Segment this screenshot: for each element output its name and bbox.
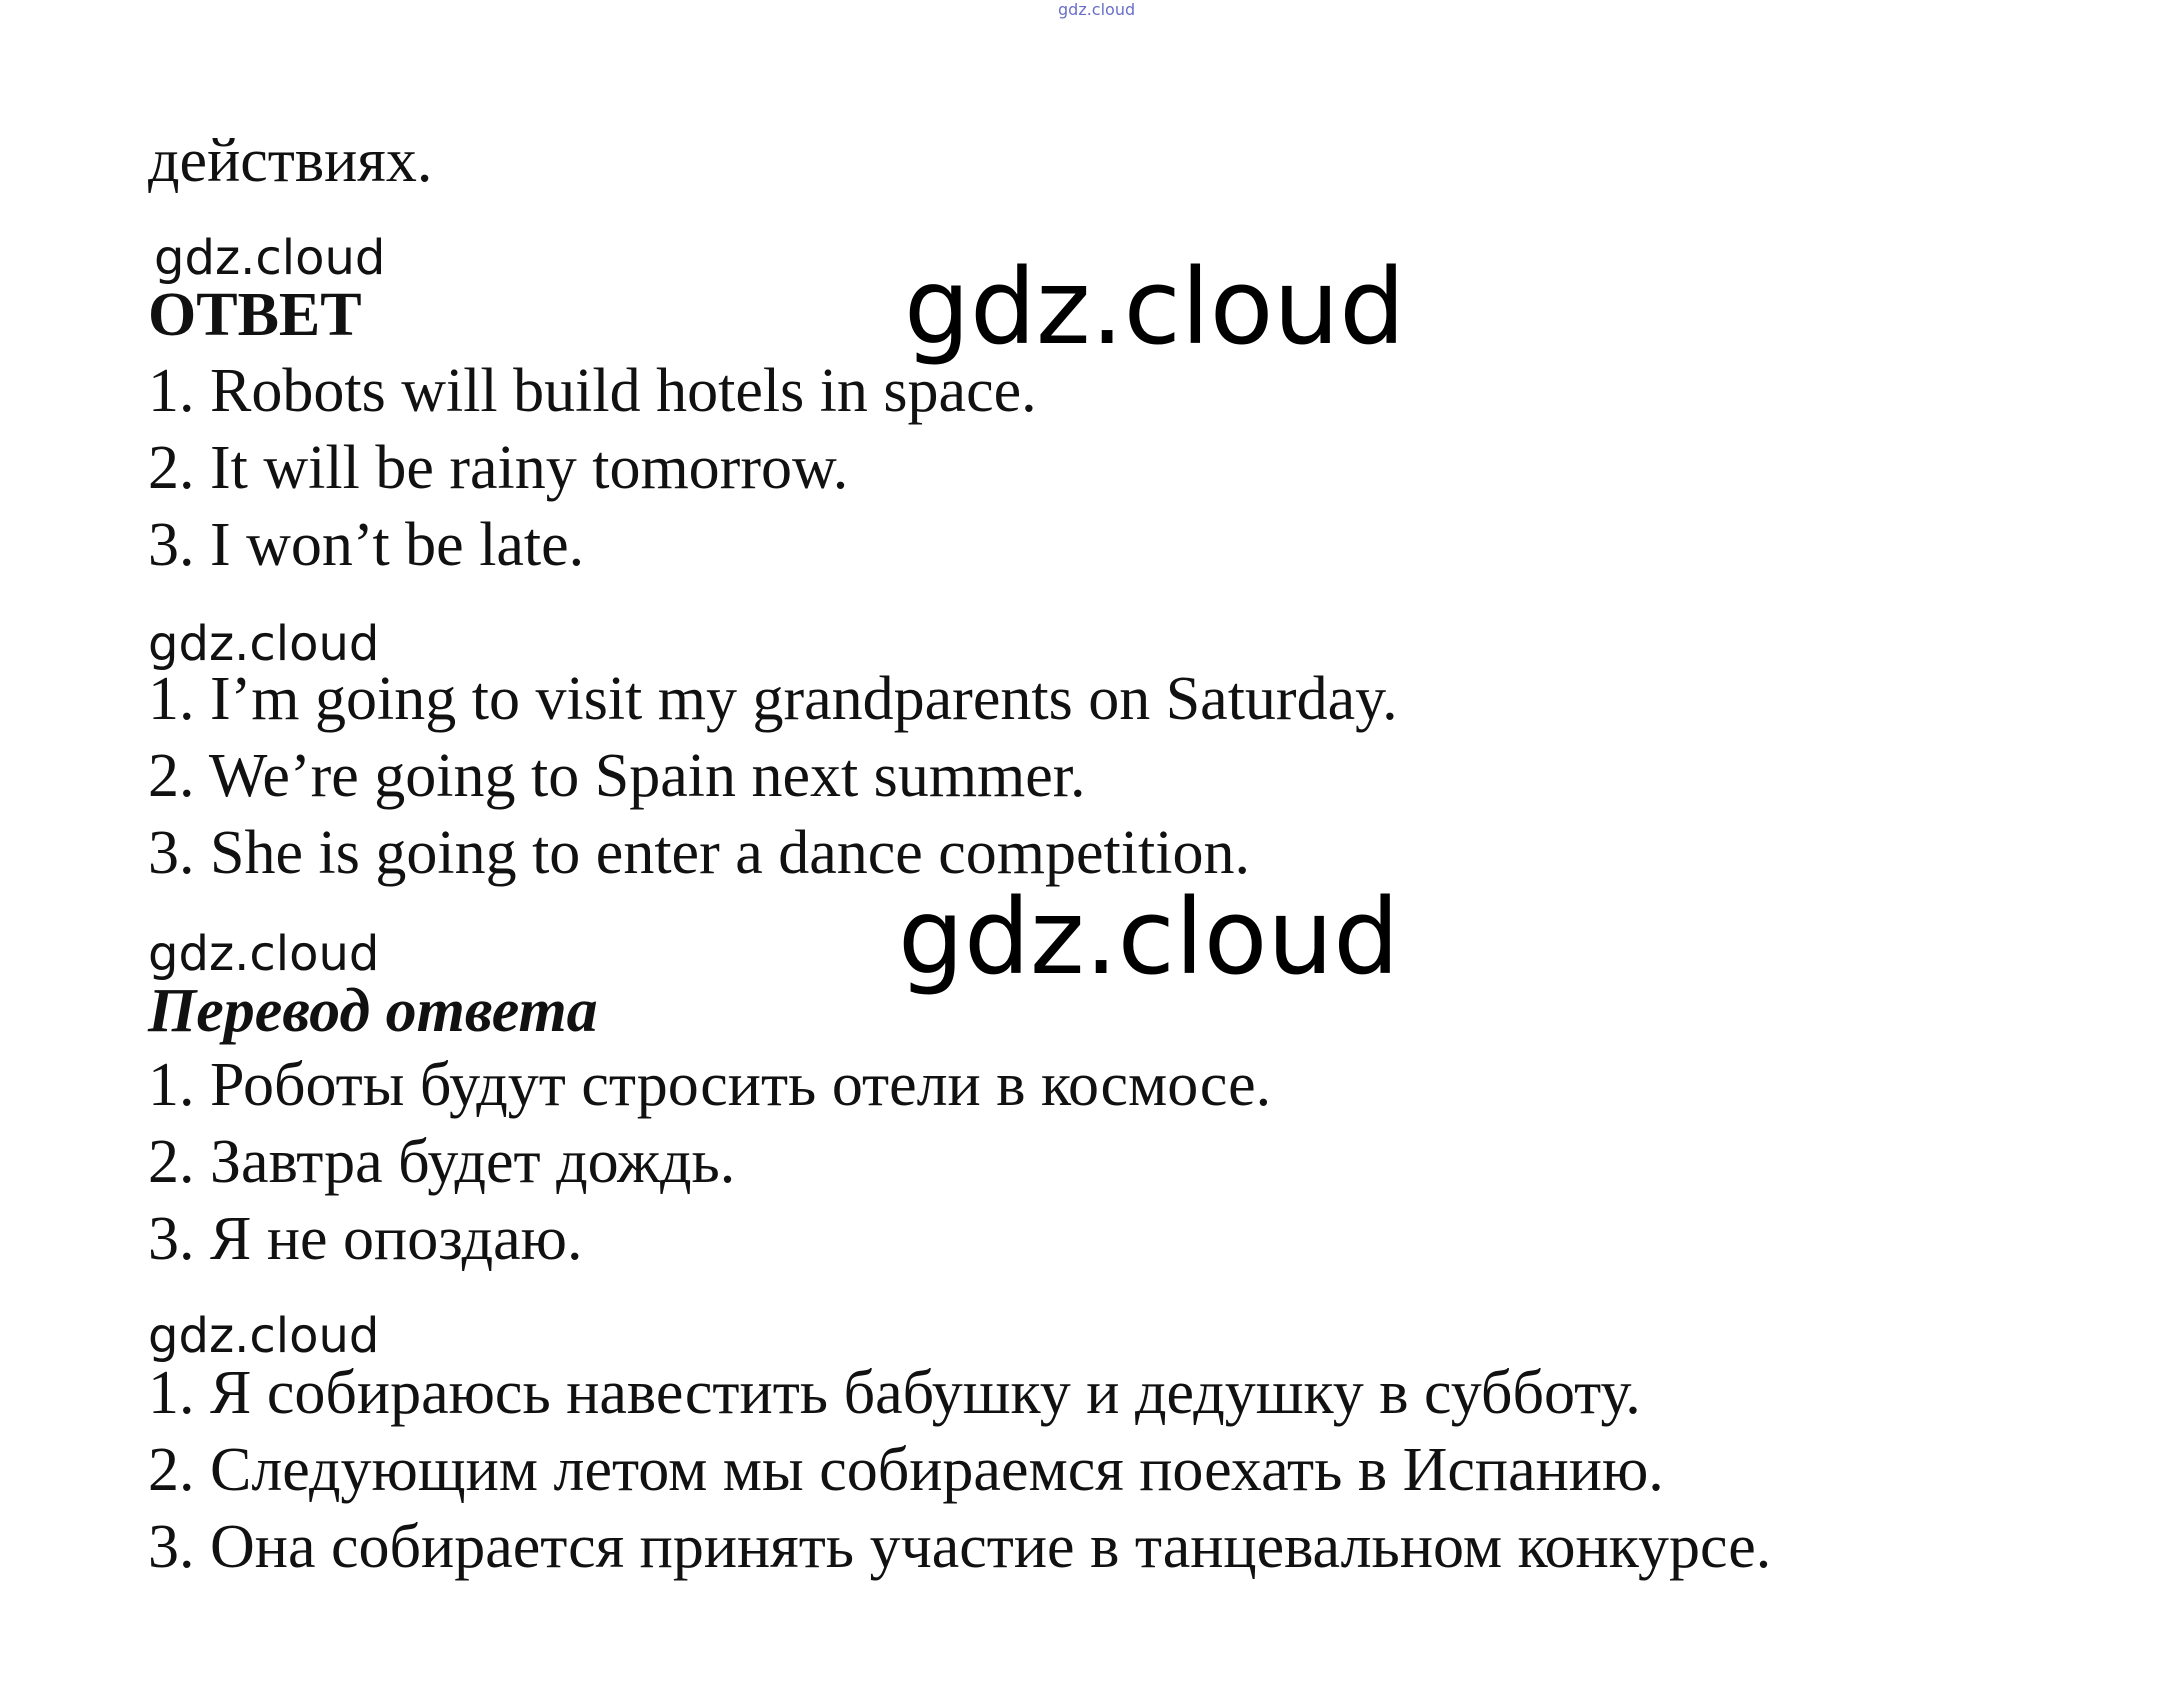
answer-heading: ОТВЕТ <box>148 281 362 349</box>
watermark-small: gdz.cloud <box>148 1308 380 1364</box>
watermark-small: gdz.cloud <box>148 926 380 982</box>
translation-line: 3. Я не опоздаю. <box>148 1205 583 1273</box>
answer-line: 1. I’m going to visit my grandparents on Saturday. <box>148 665 1398 733</box>
watermark-small: gdz.cloud <box>154 230 386 286</box>
answer-line: 2. We’re going to Spain next summer. <box>148 742 1086 810</box>
answer-line: 2. It will be rainy tomorrow. <box>148 434 849 502</box>
answer-line: 1. Robots will build hotels in space. <box>148 357 1037 425</box>
watermark-large: gdz.cloud <box>898 876 1400 998</box>
translation-line: 3. Она собирается принять участие в танцевальном конкурсе. <box>148 1513 1772 1581</box>
intro-text: действиях. <box>148 127 433 195</box>
translation-heading: Перевод ответа <box>148 977 598 1045</box>
watermark-large: gdz.cloud <box>904 246 1406 368</box>
translation-line: 2. Завтра будет дождь. <box>148 1128 736 1196</box>
translation-line: 1. Я собираюсь навестить бабушку и дедушку в субботу. <box>148 1359 1641 1427</box>
answer-line: 3. She is going to enter a dance competition. <box>148 819 1250 887</box>
top-watermark: gdz.cloud <box>1058 0 1136 19</box>
answer-line: 3. I won’t be late. <box>148 511 585 579</box>
translation-line: 2. Следующим летом мы собираемся поехать в Испанию. <box>148 1436 1664 1504</box>
watermark-small: gdz.cloud <box>148 616 380 672</box>
translation-line: 1. Роботы будут стросить отели в космосе. <box>148 1051 1272 1119</box>
